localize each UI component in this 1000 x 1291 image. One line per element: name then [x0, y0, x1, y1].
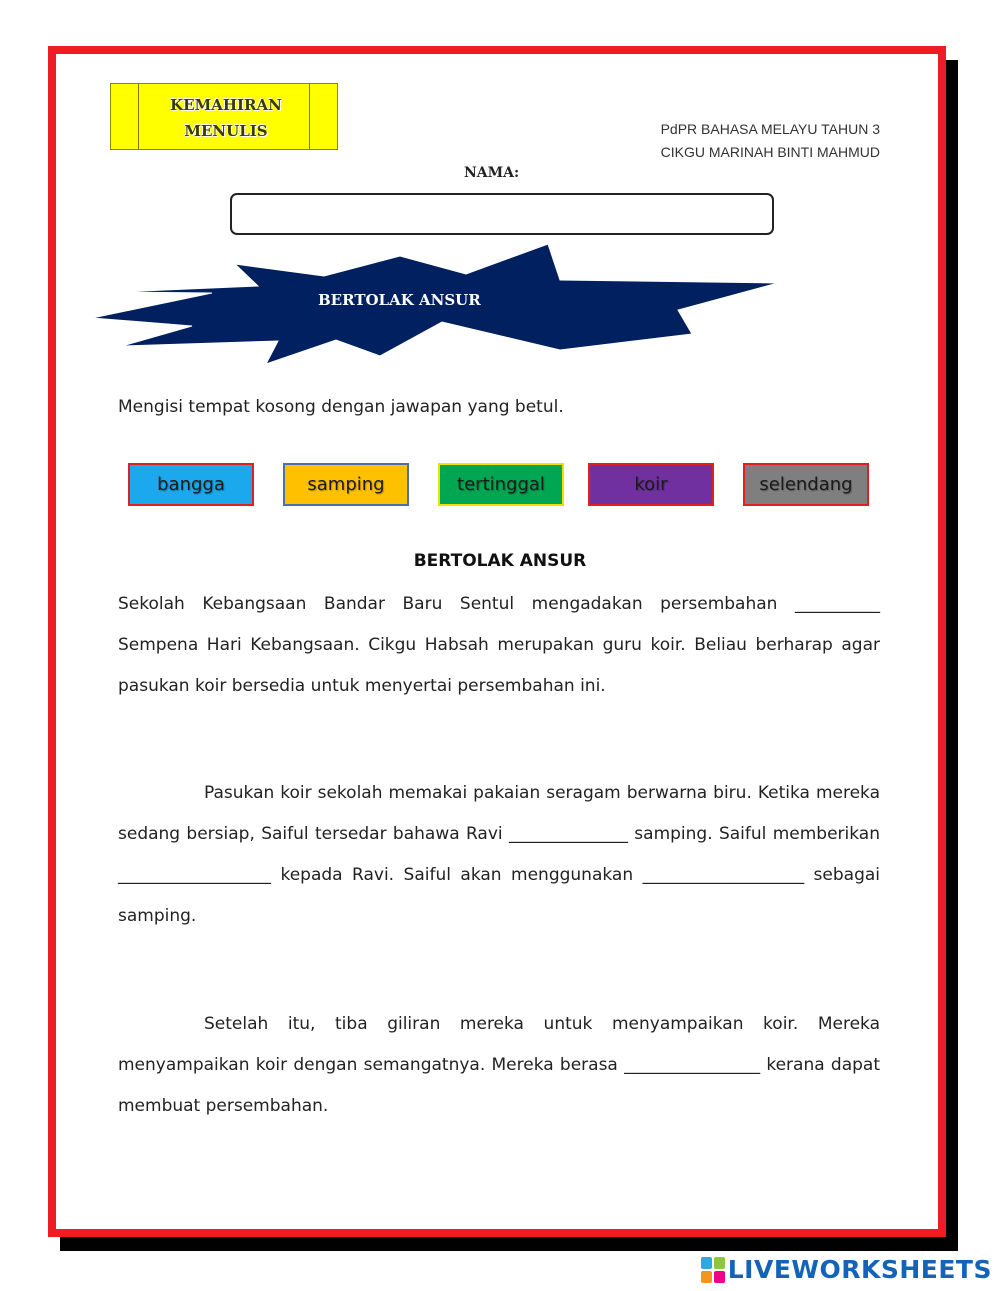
word-tile-tertinggal[interactable]: tertinggal	[438, 463, 564, 506]
word-tile-selendang[interactable]: selendang	[743, 463, 869, 506]
instruction-text: Mengisi tempat kosong dengan jawapan yang betul.	[118, 397, 564, 417]
name-label: NAMA:	[464, 165, 520, 181]
subject-title: PdPR BAHASA MELAYU TAHUN 3	[660, 121, 880, 137]
brand-name: LIVEWORKSHEETS	[727, 1255, 992, 1284]
story-paragraph-3: Setelah itu, tiba giliran mereka untuk menyampaikan koir. Mereka menyampaikan koir dengan semangatnya. Mereka berasa ________________ kerana dapat membuat persembahan.	[118, 1014, 880, 1116]
liveworksheets-logo-icon	[701, 1257, 725, 1283]
story-paragraph-1: Sekolah Kebangsaan Bandar Baru Sentul mengadakan persembahan __________ Sempena Hari Kebangsaan. Cikgu Habsah merupakan guru koir. Beliau berharap agar pasukan koir bersedia untuk menyertai persembahan ini.	[118, 594, 880, 696]
banner-title: BERTOLAK ANSUR	[318, 291, 481, 309]
skill-label-line2: MENULIS	[184, 122, 268, 140]
word-tile-bangga[interactable]: bangga	[128, 463, 254, 506]
story-paragraph-2: Pasukan koir sekolah memakai pakaian seragam berwarna biru. Ketika mereka sedang bersiap, Saiful tersedar bahawa Ravi ______________ samping. Saiful memberikan __________________ kepada Ravi. Saiful akan menggunakan ___________________ sebagai samping.	[118, 783, 880, 926]
teacher-name: CIKGU MARINAH BINTI MAHMUD	[660, 144, 880, 160]
word-tile-samping[interactable]: samping	[283, 463, 409, 506]
skill-label-box	[110, 83, 338, 150]
name-input[interactable]	[230, 193, 774, 235]
liveworksheets-brand	[701, 1255, 992, 1284]
header-info	[661, 118, 880, 164]
word-tile-koir[interactable]: koir	[588, 463, 714, 506]
skill-label-line1: KEMAHIRAN	[170, 96, 282, 114]
story-title: BERTOLAK ANSUR	[413, 551, 587, 571]
